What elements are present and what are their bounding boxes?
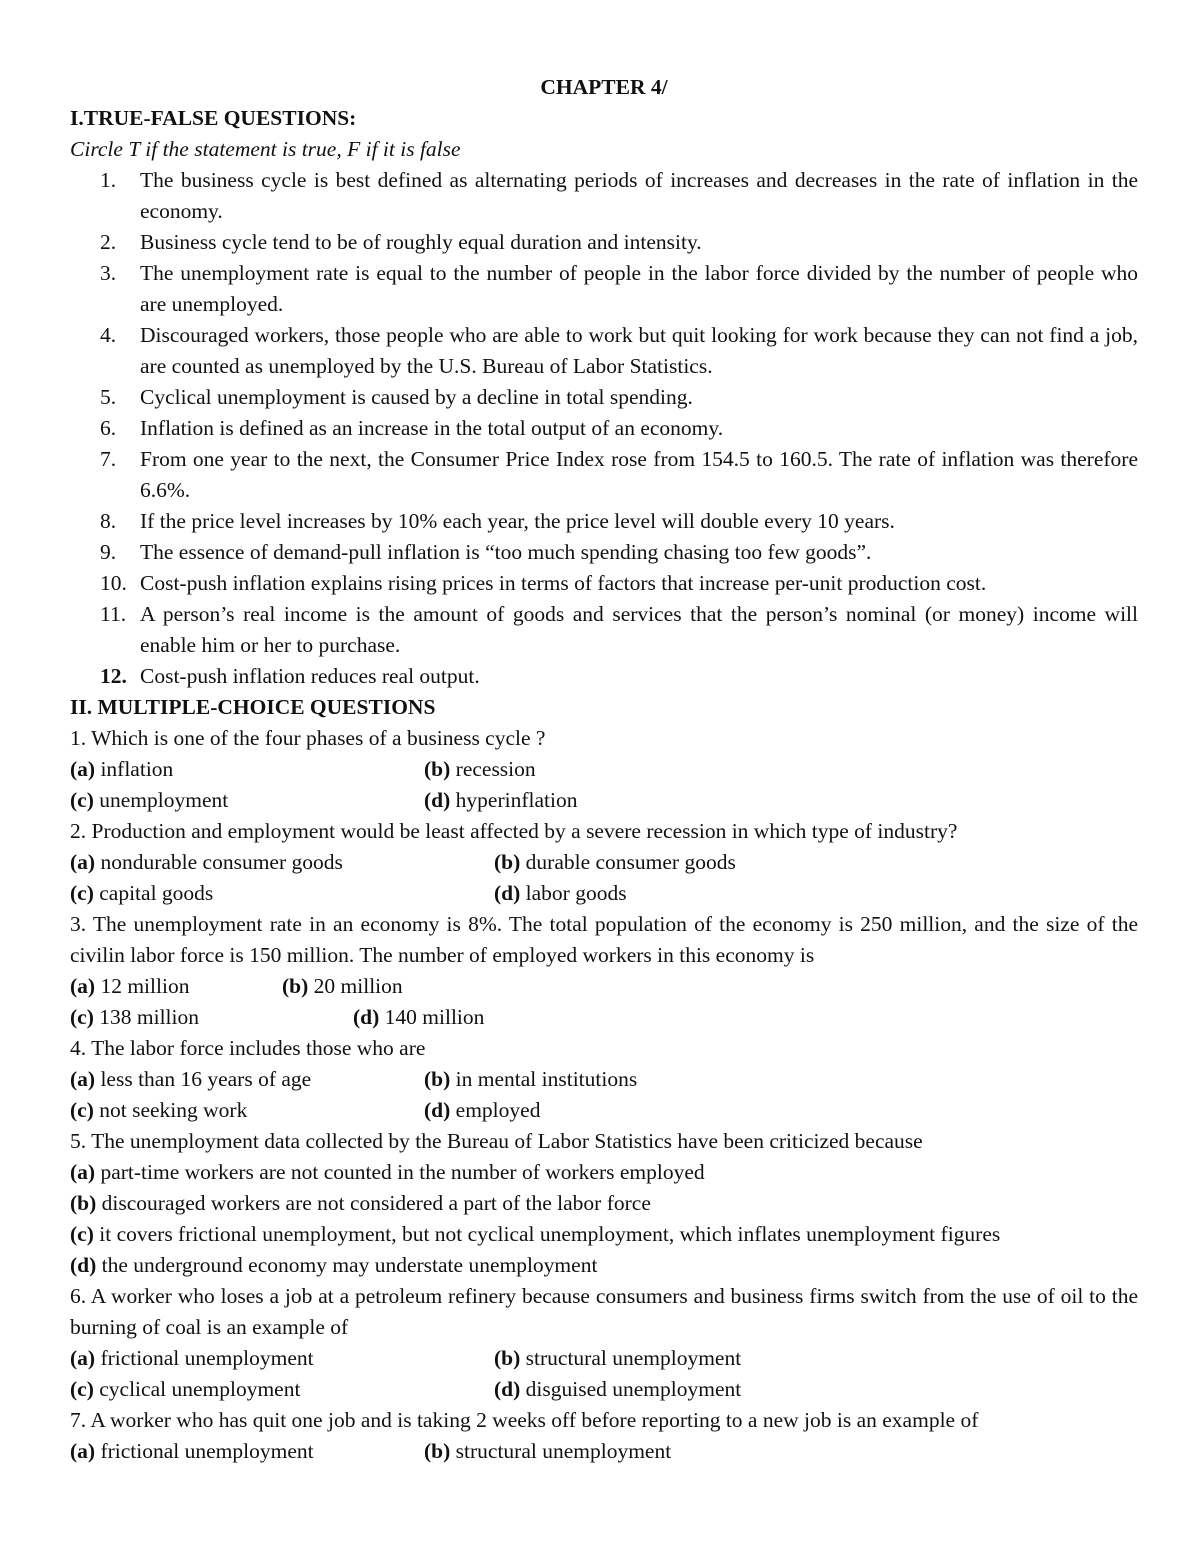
mc-q2-option-a: (a) nondurable consumer goods: [70, 850, 343, 874]
mc-q1-option-b: (b) recession: [424, 757, 536, 781]
tf-item-3: 3. The unemployment rate is equal to the number of people in the labor force divided by the number of people who are unemployed.: [100, 261, 1138, 316]
mc-q3-option-b: (b) 20 million: [282, 974, 403, 998]
mc-q1-option-d: (d) hyperinflation: [424, 788, 578, 812]
mc-question-3: 3. The unemployment rate in an economy is 8%. The total population of the economy is 250 million, and the size of the civilin labor force is 150 million. The number of employed workers in this economy is: [70, 912, 1138, 967]
mc-q1-row-cd: [70, 785, 1138, 816]
tf-item-10: 10. Cost-push inflation explains rising prices in terms of factors that increase per-unit production cost.: [100, 571, 987, 595]
mc-q2-option-b: (b) durable consumer goods: [494, 850, 736, 874]
tf-item-1: 1. The business cycle is best defined as alternating periods of increases and decreases in the rate of inflation in the economy.: [100, 168, 1138, 223]
mc-q1-option-c: (c) unemployment: [70, 788, 229, 812]
tf-item-7: 7. From one year to the next, the Consumer Price Index rose from 154.5 to 160.5. The rate of inflation was therefore 6.6%.: [100, 447, 1138, 502]
mc-q3-option-d: (d) 140 million: [353, 1005, 485, 1029]
mc-q3-option-c: (c) 138 million: [70, 1005, 199, 1029]
mc-question-2: 2. Production and employment would be least affected by a severe recession in which type of industry?: [70, 819, 958, 843]
mc-question-4: 4. The labor force includes those who are: [70, 1036, 426, 1060]
mc-q3-row-cd: [70, 1002, 1138, 1033]
mc-q4-option-a: (a) less than 16 years of age: [70, 1067, 312, 1091]
mc-q7-option-b: (b) structural unemployment: [424, 1439, 672, 1463]
document-page: [70, 72, 1138, 1467]
mc-q1-row-ab: [70, 754, 1138, 785]
mc-q2-option-d: (d) labor goods: [494, 881, 627, 905]
mc-q4-option-d: (d) employed: [424, 1098, 541, 1122]
mc-q6-option-b: (b) structural unemployment: [494, 1346, 742, 1370]
mc-q6-row-ab: [70, 1343, 1138, 1374]
mc-q6-option-a: (a) frictional unemployment: [70, 1346, 314, 1370]
section2-heading: II. MULTIPLE-CHOICE QUESTIONS: [70, 695, 436, 719]
mc-question-1: 1. Which is one of the four phases of a business cycle ?: [70, 726, 546, 750]
mc-q4-row-cd: [70, 1095, 1138, 1126]
mc-q7-row-ab: [70, 1436, 1138, 1467]
tf-item-9: 9. The essence of demand-pull inflation is “too much spending chasing too few goods”.: [100, 540, 872, 564]
tf-item-6: 6. Inflation is defined as an increase in the total output of an economy.: [100, 416, 724, 440]
tf-item-11: 11. A person’s real income is the amount of goods and services that the person’s nominal (or money) income will enable him or her to purchase.: [100, 602, 1138, 657]
mc-question-5: 5. The unemployment data collected by the Bureau of Labor Statistics have been criticized because: [70, 1129, 923, 1153]
mc-q5-option-b: (b) discouraged workers are not considered a part of the labor force: [70, 1191, 651, 1215]
mc-q4-option-c: (c) not seeking work: [70, 1098, 248, 1122]
section1-instruction: Circle T if the statement is true, F if it is false: [70, 137, 461, 161]
mc-q2-row-cd: [70, 878, 1138, 909]
mc-q2-row-ab: [70, 847, 1138, 878]
mc-q3-option-a: (a) 12 million: [70, 974, 190, 998]
mc-q6-row-cd: [70, 1374, 1138, 1405]
mc-question-6: 6. A worker who loses a job at a petroleum refinery because consumers and business firms switch from the use of oil to the burning of coal is an example of: [70, 1284, 1138, 1339]
mc-q3-row-ab: [70, 971, 1138, 1002]
mc-q5-option-d: (d) the underground economy may understate unemployment: [70, 1253, 598, 1277]
mc-q1-option-a: (a) inflation: [70, 757, 174, 781]
mc-q2-option-c: (c) capital goods: [70, 881, 214, 905]
section1-heading: I.TRUE-FALSE QUESTIONS:: [70, 106, 357, 130]
tf-item-5: 5. Cyclical unemployment is caused by a decline in total spending.: [100, 385, 693, 409]
mc-question-7: 7. A worker who has quit one job and is taking 2 weeks off before reporting to a new job is an example of: [70, 1408, 979, 1432]
mc-q6-option-c: (c) cyclical unemployment: [70, 1377, 301, 1401]
mc-q4-row-ab: [70, 1064, 1138, 1095]
mc-q4-option-b: (b) in mental institutions: [424, 1067, 638, 1091]
tf-item-4: 4. Discouraged workers, those people who are able to work but quit looking for work because they can not find a job, are counted as unemployed by the U.S. Bureau of Labor Statistics.: [100, 323, 1138, 378]
chapter-title: CHAPTER 4/: [540, 75, 668, 99]
tf-item-8: 8. If the price level increases by 10% each year, the price level will double every 10 years.: [100, 509, 895, 533]
mc-q5-option-c: (c) it covers frictional unemployment, but not cyclical unemployment, which inflates unemployment figures: [70, 1222, 1001, 1246]
tf-item-2: 2. Business cycle tend to be of roughly equal duration and intensity.: [100, 230, 702, 254]
mc-q6-option-d: (d) disguised unemployment: [494, 1377, 742, 1401]
tf-item-12: 12. Cost-push inflation reduces real output.: [100, 664, 480, 688]
mc-q7-option-a: (a) frictional unemployment: [70, 1439, 314, 1463]
mc-q5-option-a: (a) part-time workers are not counted in the number of workers employed: [70, 1160, 705, 1184]
